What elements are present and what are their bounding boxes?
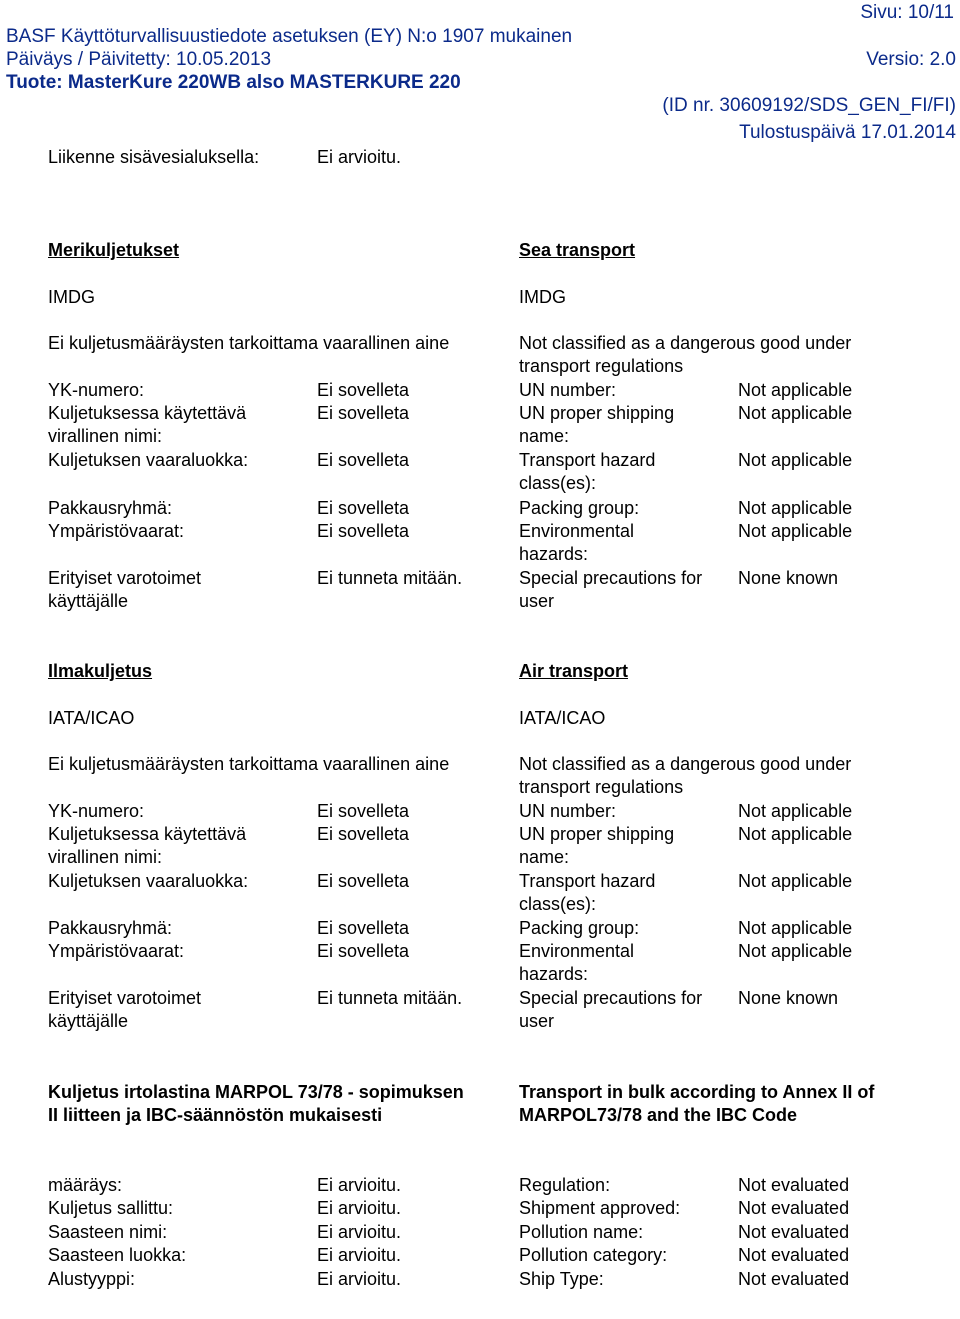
document-id: (ID nr. 30609192/SDS_GEN_FI/FI)	[662, 95, 956, 116]
field-value-en: Not applicable	[738, 941, 853, 961]
regulation-code-fi: IMDG	[48, 287, 95, 307]
field-label-fi: Saasteen nimi:	[48, 1222, 168, 1242]
section-heading-en: Air transport	[519, 661, 629, 681]
field-label-en: Environmental hazards:	[519, 521, 635, 564]
regulation-code-en: IMDG	[519, 287, 566, 307]
field-value-fi: Ei sovelleta	[317, 918, 410, 938]
field-value-fi: Ei sovelleta	[317, 403, 410, 423]
field-value-en: Not applicable	[738, 498, 853, 518]
field-label-fi: YK-numero:	[48, 801, 145, 821]
field-label-en: Environmental hazards:	[519, 941, 635, 984]
field-label-fi: Kuljetus sallittu:	[48, 1198, 174, 1218]
product-name: Tuote: MasterKure 220WB also MASTERKURE 220	[6, 72, 461, 93]
field-value-en: None known	[738, 568, 839, 588]
field-value-fi: Ei arvioitu.	[317, 1269, 402, 1289]
field-label-en: Shipment approved:	[519, 1198, 681, 1218]
field-label-fi: YK-numero:	[48, 380, 145, 400]
field-label-en: Special precautions for user	[519, 988, 703, 1031]
field-value-fi: Ei sovelleta	[317, 380, 410, 400]
field-value-en: Not applicable	[738, 801, 853, 821]
page-number: Sivu: 10/11	[860, 2, 954, 23]
classification-note-fi: Ei kuljetusmääräysten tarkoittama vaarallinen aine	[48, 333, 450, 353]
classification-note-fi: Ei kuljetusmääräysten tarkoittama vaarallinen aine	[48, 754, 450, 774]
field-value-en: Not applicable	[738, 824, 853, 844]
field-label-en: Packing group:	[519, 498, 640, 518]
field-value-en: Not evaluated	[738, 1222, 850, 1242]
field-label-en: Transport hazard class(es):	[519, 871, 656, 914]
section-heading-fi: Merikuljetukset	[48, 240, 180, 260]
field-label-en: Pollution category:	[519, 1245, 668, 1265]
field-value-en: Not evaluated	[738, 1245, 850, 1265]
field-value-en: Not evaluated	[738, 1269, 850, 1289]
field-label-fi: Ympäristövaarat:	[48, 521, 185, 541]
field-label-fi: määräys:	[48, 1175, 123, 1195]
field-label-fi: Ympäristövaarat:	[48, 941, 185, 961]
field-value-en: Not applicable	[738, 450, 853, 470]
revision-date: Päiväys / Päivitetty: 10.05.2013	[6, 49, 272, 70]
field-value-en: Not applicable	[738, 871, 853, 891]
field-label-en: Ship Type:	[519, 1269, 604, 1289]
field-value-fi: Ei sovelleta	[317, 801, 410, 821]
field-label-fi: Kuljetuksen vaaraluokka:	[48, 871, 249, 891]
document-title: BASF Käyttöturvallisuustiedote asetuksen (EY) N:o 1907 mukainen	[6, 26, 573, 47]
field-value-fi: Ei sovelleta	[317, 498, 410, 518]
field-label-en: Transport hazard class(es):	[519, 450, 656, 493]
field-value-en: Not evaluated	[738, 1175, 850, 1195]
field-value-en: Not applicable	[738, 403, 853, 423]
field-value-fi: Ei arvioitu.	[317, 1245, 402, 1265]
regulation-code-en: IATA/ICAO	[519, 708, 606, 728]
inland-waterway-value: Ei arvioitu.	[317, 147, 402, 167]
field-label-fi: Kuljetuksessa käytettävä virallinen nimi:	[48, 403, 247, 446]
section-heading-fi: Kuljetus irtolastina MARPOL 73/78 - sopimuksen II liitteen ja IBC-säännöstön mukaisesti	[48, 1082, 464, 1125]
field-label-fi: Pakkausryhmä:	[48, 498, 173, 518]
field-value-fi: Ei arvioitu.	[317, 1222, 402, 1242]
field-label-en: UN proper shipping name:	[519, 403, 675, 446]
field-value-en: Not applicable	[738, 380, 853, 400]
section-heading-fi: Ilmakuljetus	[48, 661, 153, 681]
field-value-fi: Ei sovelleta	[317, 941, 410, 961]
field-value-en: None known	[738, 988, 839, 1008]
field-label-en: Pollution name:	[519, 1222, 644, 1242]
section-heading-en: Transport in bulk according to Annex II of MARPOL73/78 and the IBC Code	[519, 1082, 875, 1125]
field-label-fi: Erityiset varotoimet käyttäjälle	[48, 988, 202, 1031]
field-label-fi: Alustyyppi:	[48, 1269, 136, 1289]
field-label-en: UN number:	[519, 380, 617, 400]
field-label-en: UN proper shipping name:	[519, 824, 675, 867]
field-value-fi: Ei arvioitu.	[317, 1198, 402, 1218]
field-label-fi: Kuljetuksen vaaraluokka:	[48, 450, 249, 470]
section-heading-en: Sea transport	[519, 240, 636, 260]
field-value-en: Not applicable	[738, 918, 853, 938]
field-label-fi: Pakkausryhmä:	[48, 918, 173, 938]
field-label-en: UN number:	[519, 801, 617, 821]
field-label-en: Packing group:	[519, 918, 640, 938]
field-value-en: Not applicable	[738, 521, 853, 541]
field-value-fi: Ei tunneta mitään.	[317, 568, 463, 588]
field-label-fi: Erityiset varotoimet käyttäjälle	[48, 568, 202, 611]
field-label-en: Regulation:	[519, 1175, 611, 1195]
inland-waterway-label: Liikenne sisävesialuksella:	[48, 147, 260, 167]
field-label-fi: Saasteen luokka:	[48, 1245, 187, 1265]
field-value-fi: Ei sovelleta	[317, 824, 410, 844]
version: Versio: 2.0	[866, 49, 956, 70]
field-value-fi: Ei tunneta mitään.	[317, 988, 463, 1008]
classification-note-en: Not classified as a dangerous good under transport regulations	[519, 333, 852, 376]
field-label-en: Special precautions for user	[519, 568, 703, 611]
print-date: Tulostuspäivä 17.01.2014	[739, 122, 956, 143]
field-value-fi: Ei sovelleta	[317, 871, 410, 891]
classification-note-en: Not classified as a dangerous good under transport regulations	[519, 754, 852, 797]
field-label-fi: Kuljetuksessa käytettävä virallinen nimi:	[48, 824, 247, 867]
field-value-en: Not evaluated	[738, 1198, 850, 1218]
field-value-fi: Ei sovelleta	[317, 521, 410, 541]
regulation-code-fi: IATA/ICAO	[48, 708, 135, 728]
field-value-fi: Ei arvioitu.	[317, 1175, 402, 1195]
field-value-fi: Ei sovelleta	[317, 450, 410, 470]
